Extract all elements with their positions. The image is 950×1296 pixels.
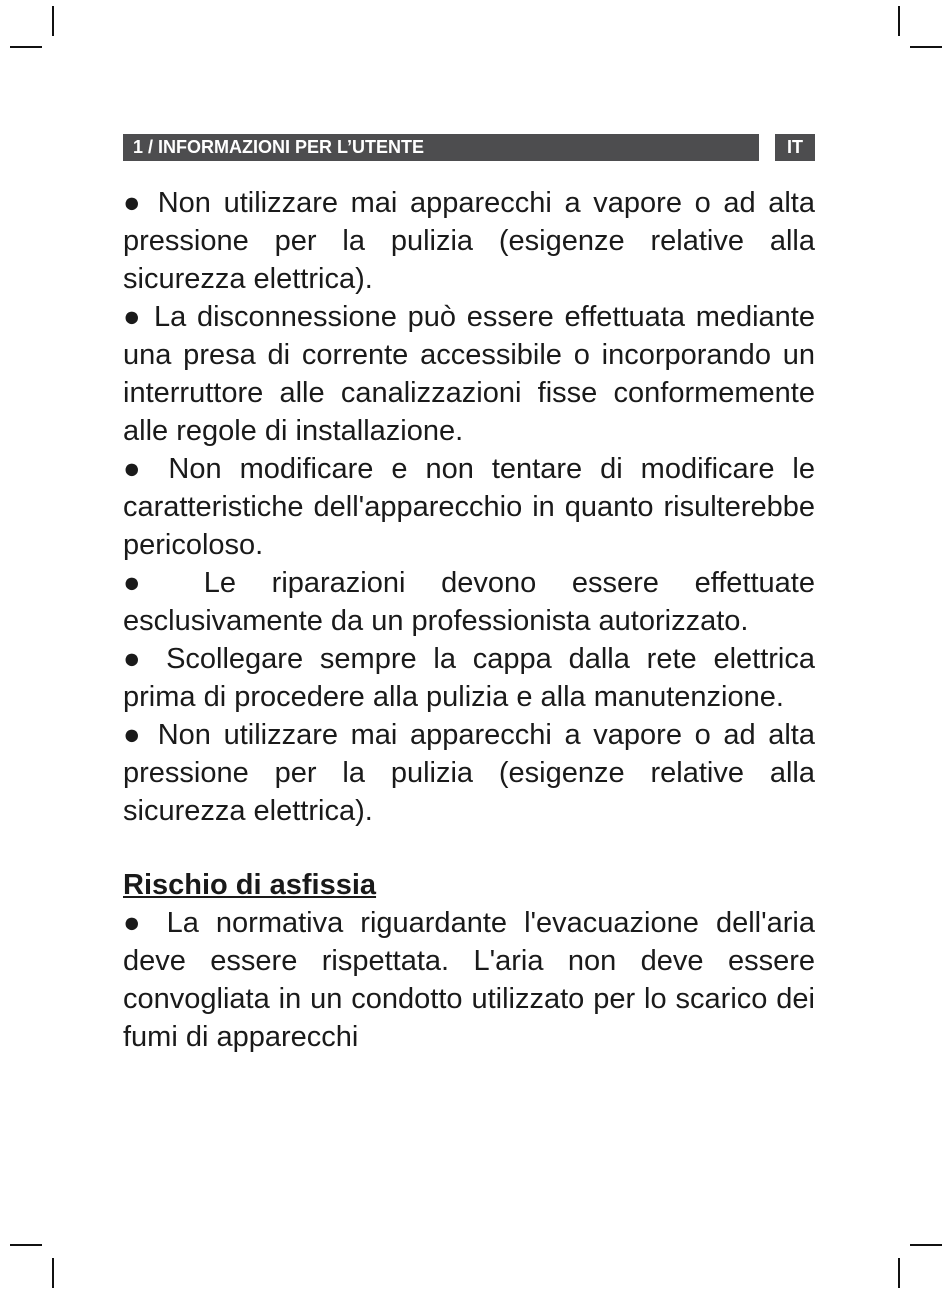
page-content <box>123 184 815 1056</box>
section-title: Rischio di asfissia <box>123 869 377 901</box>
safety-paragraph: ● Scollegare sempre la cappa dalla rete elettrica prima di procedere alla pulizia e alla manutenzione. <box>123 643 815 713</box>
safety-paragraph: ● Non utilizzare mai apparecchi a vapore o ad alta pressione per la pulizia (esigenze relative alla sicurezza elettrica). <box>123 187 815 295</box>
crop-mark <box>910 46 942 48</box>
safety-paragraph: ● La normativa riguardante l'evacuazione dell'aria deve essere rispettata. L'aria non deve essere convogliata in un condotto utilizzato per lo scarico dei fumi di apparecchi <box>123 907 815 1053</box>
section-header: 1 / INFORMAZIONI PER L’UTENTE <box>123 134 759 161</box>
safety-paragraph: ● Non utilizzare mai apparecchi a vapore o ad alta pressione per la pulizia (esigenze relative alla sicurezza elettrica). <box>123 719 815 827</box>
safety-paragraph: ● Le riparazioni devono essere effettuate esclusivamente da un professionista autorizzato. <box>123 567 815 637</box>
crop-mark <box>910 1244 942 1246</box>
safety-paragraph: ● Non modificare e non tentare di modificare le caratteristiche dell'apparecchio in quanto risulterebbe pericoloso. <box>123 453 815 561</box>
crop-mark <box>10 1244 42 1246</box>
crop-mark <box>10 46 42 48</box>
language-badge: IT <box>775 134 815 161</box>
crop-mark <box>898 1258 900 1288</box>
crop-mark <box>52 1258 54 1288</box>
crop-mark <box>898 6 900 36</box>
spacer <box>123 830 815 866</box>
safety-paragraph: ● La disconnessione può essere effettuata mediante una presa di corrente accessibile o incorporando un interruttore alle canalizzazioni fisse conformemente alle regole di installazione. <box>123 301 815 447</box>
crop-mark <box>52 6 54 36</box>
